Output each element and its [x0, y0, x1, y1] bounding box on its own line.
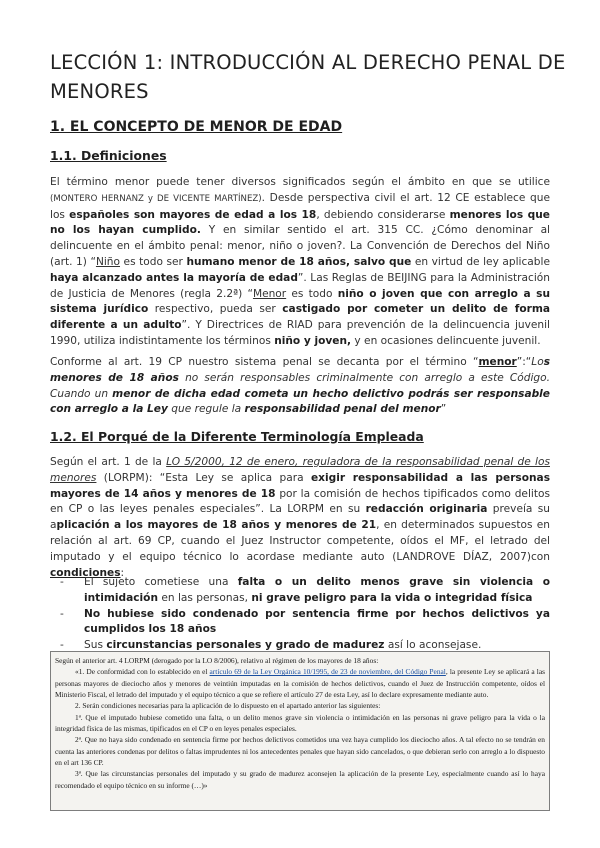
conditions-list — [50, 575, 550, 654]
list-item: - Sus circunstancias personales y grado de madurez así lo aconsejase. — [60, 639, 482, 652]
paragraph-definiciones: El término menor puede tener diversos significados según el ámbito en que se utilice (MONTERO HERNANZ y DE VICENTE MARTÍNEZ). Desde perspectiva civil el art. 12 CE establece que los españoles son mayores de edad a los 18, debiendo considerarse menores los que no los hayan cumplido. Y en similar sentido el art. 315 CC. ¿Cómo denominar al delincuente en el ámbito penal: menor, niño o joven?. La Convención de Derechos del Niño (art. 1) “Niño es todo ser humano menor de 18 años, salvo que en virtud de ley aplicable haya alcanzado antes la mayoría de edad”. Las Reglas de BEIJING para la Administración de Justicia de Menores (regla 2.2ª) “Menor es todo niño o joven que con arreglo a su sistema jurídico respectivo, pueda ser castigado por cometer un delito de forma diferente a un adulto”. Y Directrices de RIAD para prevención de la delincuencia juvenil 1990, utiliza indistintamente los términos niño y joven, y en ocasiones delincuente juvenil. — [50, 176, 551, 347]
scan-paragraph-5: 3ª. Que las circunstancias personales del imputado y su grado de madurez aconsejen la aplicación de la presente Ley, especialmente cuando así lo haya recomendado el equipo técnico en su informe (…)» — [55, 769, 545, 790]
paragraph-lorpm: Según el art. 1 de la LO 5/2000, 12 de enero, reguladora de la responsabilidad penal de los menores (LORPM): “Esta Ley se aplica para exigir responsabilidad a las personas mayores de 14 años y menores de 18 por la comisión de hechos tipificados como delitos en CP o las leyes penales especiales”. La LORPM en su redacción originaria preveía su aplicación a los mayores de 18 años y menores de 21, en determinados supuestos en relación al art. 69 CP, cuando el Juez Instructor competente, oídos el MF, el letrado del imputado y el equipo técnico lo acordase mediante auto (LANDROVE DÍAZ, 2007)con condiciones: — [50, 456, 551, 579]
scan-paragraph-2: 2. Serán condiciones necesarias para la aplicación de lo dispuesto en el apartado anterior las siguientes: — [75, 701, 381, 711]
scan-paragraph-1: «1. De conformidad con lo establecido en el artículo 69 de la Ley Orgánica 10/1995, de 23 de noviembre, del Código Penal, la presente Ley se aplicará a las personas mayores de dieciocho años y menores de veintiún imputadas en la comisión de hechos delictivos, cuando el Juez de Instrucción competente, oídos el Ministerio Fiscal, el letrado del imputado y el equipo técnico a que se refiere el artículo 27 de esta Ley, así lo declare expresamente mediante auto. — [55, 667, 546, 700]
page-title: LECCIÓN 1: INTRODUCCIÓN AL DERECHO PENAL DE MENORES — [50, 51, 566, 103]
paragraph-art19: Conforme al art. 19 CP nuestro sistema penal se decanta por el término “menor”:“Los menores de 18 años no serán responsables criminalmente con arreglo a este Código. Cuando un menor de dicha edad cometa un hecho delictivo podrás ser responsable con arreglo a la Ley que regule la responsabilidad penal del menor” — [50, 356, 550, 416]
section-heading-concepto: 1. EL CONCEPTO DE MENOR DE EDAD — [50, 119, 343, 135]
subsection-heading-definiciones: 1.1. Definiciones — [50, 148, 167, 163]
scanned-law-excerpt — [50, 651, 550, 811]
scan-heading: Según el anterior art. 4 LORPM (derogado por la LO 8/2006), relativo al régimen de los mayores de 18 años: — [55, 656, 379, 665]
scan-paragraph-4: 2ª. Que no haya sido condenado en sentencia firme por hechos delictivos cometidos una vez haya cumplido los dieciocho años. A tal efecto no se tendrán en cuenta las anteriores condenas por delitos o faltas imprudentes ni los antecedentes penales que hayan sido cancelados, o que debieran serlo con arreglo a lo dispuesto en el art 136 CP. — [55, 735, 545, 768]
list-item: - No hubiese sido condenado por sentencia firme por hechos delictivos ya cumplidos los 18 años — [60, 607, 550, 636]
codigo-penal-link[interactable]: artículo 69 de la Ley Orgánica 10/1995, de 23 de noviembre, del Código Penal — [209, 667, 446, 677]
subsection-heading-terminologia: 1.2. El Porqué de la Diferente Terminología Empleada — [50, 429, 424, 444]
list-item: - El sujeto cometiese una falta o un delito menos grave sin violencia o intimidación en las personas, ni grave peligro para la vida o integridad física — [60, 576, 550, 604]
scan-paragraph-3: 1ª. Que el imputado hubiese cometido una falta, o un delito menos grave sin violencia o intimidación en las personas ni grave peligro para la vida o la integridad física de las mismas, tipificados en el CP o en leyes penales especiales. — [55, 712, 545, 734]
